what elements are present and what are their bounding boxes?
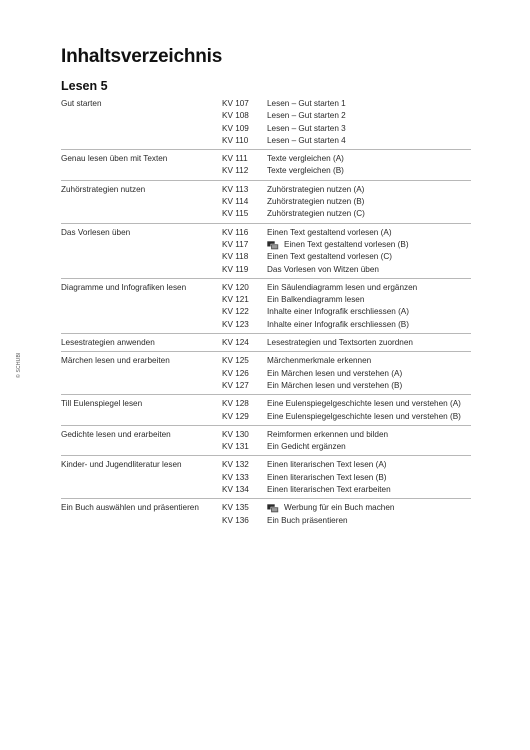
kv-number: KV 107	[222, 99, 249, 108]
worksheet-entry	[267, 398, 471, 410]
page-title: Inhaltsverzeichnis	[61, 46, 223, 67]
worksheet-title: Einen literarischen Text lesen (B)	[267, 472, 387, 482]
worksheet-entry	[267, 98, 471, 110]
worksheet-title: Einen Text gestaltend vorlesen (B)	[284, 239, 409, 249]
worksheet-entry	[267, 196, 471, 208]
worksheet-entry	[267, 153, 471, 165]
kv-number: KV 125	[222, 356, 249, 366]
worksheet-title: Ein Gedicht ergänzen	[267, 442, 346, 452]
topic-label: Till Eulenspiegel lesen	[61, 399, 143, 409]
kv-number: KV 112	[222, 166, 249, 176]
worksheet-entry	[267, 239, 471, 251]
worksheet-title: Lesen – Gut starten 4	[267, 135, 346, 145]
worksheet-title: Inhalte einer Infografik erschliessen (A)	[267, 307, 409, 317]
kv-number: KV 108	[222, 111, 249, 121]
copyright-note: © SCHUBI	[16, 352, 22, 378]
kv-number: KV 123	[222, 319, 249, 329]
kv-number: KV 122	[222, 307, 249, 317]
topic-label: Kinder- und Jugendliteratur lesen	[61, 460, 182, 470]
worksheet-title: Einen literarischen Text erarbeiten	[267, 485, 391, 495]
kv-number: KV 110	[222, 135, 249, 145]
toc-group	[61, 278, 471, 333]
topic-label: Das Vorlesen üben	[61, 227, 131, 237]
topic-label: Gut starten	[61, 99, 102, 108]
worksheet-title: Märchenmerkmale erkennen	[267, 356, 372, 366]
kv-number: KV 126	[222, 368, 249, 378]
worksheet-entry	[267, 459, 471, 471]
worksheet-entry	[267, 380, 471, 392]
worksheet-title: Einen Text gestaltend vorlesen (A)	[267, 227, 392, 237]
worksheet-entry	[267, 502, 471, 514]
worksheet-title: Ein Buch präsentieren	[267, 515, 348, 525]
kv-number: KV 118	[222, 252, 249, 262]
worksheet-title: Zuhörstrategien nutzen (A)	[267, 184, 365, 194]
worksheet-entry	[267, 110, 471, 122]
digital-media-icon	[267, 504, 279, 513]
worksheet-entry	[267, 264, 471, 276]
worksheet-entry	[267, 208, 471, 220]
worksheet-entry	[267, 135, 471, 147]
worksheet-entry	[267, 294, 471, 306]
worksheet-entry	[267, 368, 471, 380]
topic-label: Genau lesen üben mit Texten	[61, 154, 168, 164]
worksheet-title: Lesen – Gut starten 1	[267, 99, 346, 108]
toc-group	[61, 425, 471, 456]
worksheet-title: Lesestrategien und Textsorten zuordnen	[267, 338, 413, 348]
worksheet-title: Eine Eulenspiegelgeschichte lesen und verstehen (A)	[267, 399, 461, 409]
kv-number: KV 131	[222, 442, 249, 452]
kv-number: KV 120	[222, 282, 249, 292]
worksheet-entry	[267, 251, 471, 263]
worksheet-title: Ein Säulendiagramm lesen und ergänzen	[267, 282, 418, 292]
kv-number: KV 121	[222, 295, 249, 305]
kv-number: KV 135	[222, 503, 249, 513]
toc-group	[61, 98, 471, 149]
worksheet-title: Texte vergleichen (A)	[267, 154, 344, 164]
worksheet-entry	[267, 355, 471, 367]
toc-group	[61, 455, 471, 498]
kv-number: KV 114	[222, 197, 249, 207]
worksheet-entry	[267, 227, 471, 239]
topic-label: Gedichte lesen und erarbeiten	[61, 429, 171, 439]
worksheet-entry	[267, 282, 471, 294]
table-of-contents	[61, 98, 471, 529]
worksheet-title: Zuhörstrategien nutzen (B)	[267, 197, 365, 207]
topic-label: Diagramme und Infografiken lesen	[61, 282, 187, 292]
kv-number: KV 115	[222, 209, 249, 219]
worksheet-title: Werbung für ein Buch machen	[284, 503, 395, 513]
topic-label: Zuhörstrategien nutzen	[61, 184, 146, 194]
kv-number: KV 129	[222, 411, 249, 421]
worksheet-title: Einen literarischen Text lesen (A)	[267, 460, 387, 470]
worksheet-entry	[267, 411, 471, 423]
worksheet-entry	[267, 306, 471, 318]
worksheet-entry	[267, 123, 471, 135]
worksheet-entry	[267, 165, 471, 177]
topic-label: Ein Buch auswählen und präsentieren	[61, 503, 199, 513]
worksheet-entry	[267, 319, 471, 331]
worksheet-title: Lesen – Gut starten 3	[267, 123, 346, 133]
worksheet-entry	[267, 184, 471, 196]
kv-number: KV 134	[222, 485, 249, 495]
kv-number: KV 136	[222, 515, 249, 525]
kv-number: KV 133	[222, 472, 249, 482]
worksheet-entry	[267, 484, 471, 496]
kv-number: KV 128	[222, 399, 249, 409]
worksheet-entry	[267, 441, 471, 453]
toc-group	[61, 149, 471, 180]
kv-number: KV 132	[222, 460, 249, 470]
topic-label: Märchen lesen und erarbeiten	[61, 356, 170, 366]
kv-number: KV 116	[222, 227, 249, 237]
worksheet-title: Das Vorlesen von Witzen üben	[267, 264, 379, 274]
toc-group	[61, 333, 471, 351]
toc-group	[61, 223, 471, 278]
worksheet-entry	[267, 429, 471, 441]
kv-number: KV 109	[222, 123, 249, 133]
worksheet-title: Zuhörstrategien nutzen (C)	[267, 209, 365, 219]
kv-number: KV 127	[222, 380, 249, 390]
section-title: Lesen 5	[61, 79, 108, 93]
toc-group	[61, 498, 471, 529]
kv-number: KV 124	[222, 338, 249, 348]
worksheet-title: Inhalte einer Infografik erschliessen (B)	[267, 319, 409, 329]
worksheet-title: Texte vergleichen (B)	[267, 166, 344, 176]
worksheet-entry	[267, 337, 471, 349]
kv-number: KV 111	[222, 154, 248, 164]
kv-number: KV 130	[222, 429, 249, 439]
topic-label: Lesestrategien anwenden	[61, 338, 155, 348]
toc-group	[61, 351, 471, 394]
worksheet-entry	[267, 515, 471, 527]
worksheet-title: Reimformen erkennen und bilden	[267, 429, 389, 439]
worksheet-title: Ein Märchen lesen und verstehen (B)	[267, 380, 403, 390]
kv-number: KV 117	[222, 239, 249, 249]
toc-group	[61, 394, 471, 425]
worksheet-title: Ein Balkendiagramm lesen	[267, 295, 365, 305]
worksheet-title: Lesen – Gut starten 2	[267, 111, 346, 121]
kv-number: KV 119	[222, 264, 249, 274]
worksheet-title: Einen Text gestaltend vorlesen (C)	[267, 252, 393, 262]
worksheet-title: Ein Märchen lesen und verstehen (A)	[267, 368, 403, 378]
digital-media-icon	[267, 241, 279, 250]
kv-number: KV 113	[222, 184, 249, 194]
toc-group	[61, 180, 471, 223]
worksheet-title: Eine Eulenspiegelgeschichte lesen und verstehen (B)	[267, 411, 461, 421]
worksheet-entry	[267, 472, 471, 484]
